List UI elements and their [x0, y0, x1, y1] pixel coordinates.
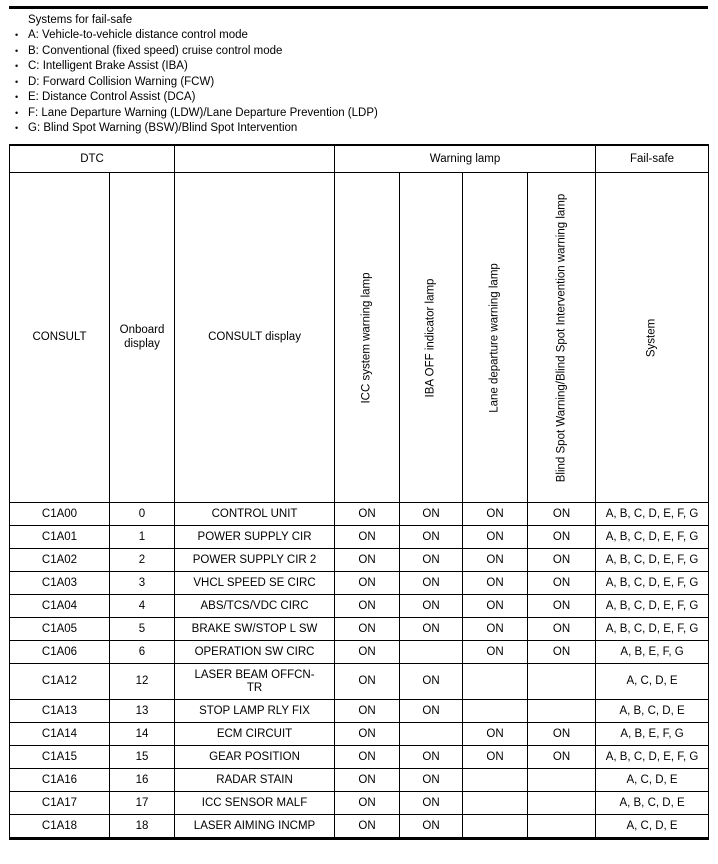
cell-display [175, 815, 335, 839]
cell-consult: C1A03 [10, 572, 110, 595]
cell-onboard: 12 [110, 664, 175, 700]
cell-icc: ON [335, 664, 400, 700]
cell-icc: ON [335, 595, 400, 618]
cell-display-line1: ECM CIRCUIT [216, 727, 293, 740]
cell-display [175, 595, 335, 618]
cell-lane: ON [463, 746, 528, 769]
column-header-system-label: System [645, 318, 658, 357]
table-row [10, 549, 709, 572]
bullet-icon: • [15, 61, 19, 71]
cell-bsw [528, 792, 596, 815]
list-item [0, 90, 718, 106]
table-column-header-row [10, 173, 709, 503]
cell-onboard: 14 [110, 723, 175, 746]
cell-lane: ON [463, 723, 528, 746]
column-header-onboard-display [110, 173, 175, 503]
cell-display-line1: VHCL SPEED SE CIRC [193, 576, 316, 589]
cell-bsw: ON [528, 746, 596, 769]
cell-display-line1: LASER BEAM OFFCN- [194, 668, 315, 681]
table-row [10, 700, 709, 723]
intro-title: Systems for fail-safe [28, 14, 133, 26]
cell-icc: ON [335, 815, 400, 839]
cell-system: A, C, D, E [596, 769, 709, 792]
cell-onboard: 17 [110, 792, 175, 815]
cell-display [175, 526, 335, 549]
vertical-label-box [335, 175, 399, 501]
cell-display [175, 664, 335, 700]
column-header-bsw-lamp-label: Blind Spot Warning/Blind Spot Intervention warning lamp [555, 193, 568, 482]
cell-system: A, B, E, F, G [596, 641, 709, 664]
dtc-fail-safe-table [9, 144, 709, 840]
cell-system: A, C, D, E [596, 664, 709, 700]
vertical-label-box [528, 175, 595, 501]
bullet-icon: • [15, 45, 19, 56]
cell-iba: ON [400, 526, 463, 549]
cell-icc: ON [335, 549, 400, 572]
cell-iba: ON [400, 618, 463, 641]
cell-system: A, B, C, D, E, F, G [596, 526, 709, 549]
cell-display [175, 618, 335, 641]
cell-icc: ON [335, 503, 400, 526]
cell-iba: ON [400, 572, 463, 595]
cell-system: A, C, D, E [596, 815, 709, 839]
cell-lane: ON [463, 572, 528, 595]
cell-iba: ON [400, 746, 463, 769]
cell-display-line1: ICC SENSOR MALF [201, 796, 308, 809]
cell-lane: ON [463, 549, 528, 572]
cell-lane [463, 769, 528, 792]
bullet-icon: • [15, 30, 19, 40]
column-header-lane-lamp [463, 173, 528, 503]
cell-onboard: 18 [110, 815, 175, 839]
cell-onboard: 0 [110, 503, 175, 526]
cell-display [175, 503, 335, 526]
table-row [10, 641, 709, 664]
cell-iba [400, 641, 463, 664]
column-header-onboard-line2: display [124, 337, 160, 350]
cell-lane: ON [463, 618, 528, 641]
cell-iba: ON [400, 595, 463, 618]
system-legend-list [0, 28, 718, 137]
cell-display-line1: ABS/TCS/VDC CIRC [200, 599, 309, 612]
table-group-header-row [10, 145, 709, 173]
cell-display-line1: GEAR POSITION [209, 750, 300, 763]
cell-display [175, 723, 335, 746]
cell-iba [400, 723, 463, 746]
cell-bsw: ON [528, 503, 596, 526]
cell-system: A, B, C, D, E [596, 700, 709, 723]
cell-iba: ON [400, 664, 463, 700]
cell-display-line1: CONTROL UNIT [211, 507, 298, 520]
column-header-consult-label: CONSULT [32, 330, 87, 343]
cell-onboard: 15 [110, 746, 175, 769]
cell-iba: ON [400, 769, 463, 792]
column-header-icc-lamp-label: ICC system warning lamp [360, 271, 373, 404]
cell-display-line1: RADAR STAIN [216, 773, 293, 786]
cell-system: A, B, C, D, E, F, G [596, 572, 709, 595]
cell-lane [463, 700, 528, 723]
table-row [10, 723, 709, 746]
cell-lane: ON [463, 595, 528, 618]
cell-lane: ON [463, 503, 528, 526]
cell-consult: C1A17 [10, 792, 110, 815]
cell-display [175, 549, 335, 572]
list-item [0, 28, 718, 44]
intro-block [0, 13, 718, 137]
cell-icc: ON [335, 700, 400, 723]
cell-system: A, B, C, D, E, F, G [596, 549, 709, 572]
column-header-bsw-lamp [528, 173, 596, 503]
cell-bsw [528, 769, 596, 792]
cell-display [175, 641, 335, 664]
table-row [10, 572, 709, 595]
cell-iba: ON [400, 700, 463, 723]
cell-onboard: 6 [110, 641, 175, 664]
vertical-label-box [463, 175, 527, 501]
cell-display-line1: BRAKE SW/STOP L SW [191, 622, 318, 635]
cell-onboard: 1 [110, 526, 175, 549]
cell-bsw: ON [528, 595, 596, 618]
column-header-system [596, 173, 709, 503]
bullet-icon: • [15, 76, 19, 87]
list-item [0, 121, 718, 137]
top-rule [9, 6, 708, 9]
cell-bsw: ON [528, 641, 596, 664]
cell-consult: C1A06 [10, 641, 110, 664]
cell-consult: C1A16 [10, 769, 110, 792]
cell-system: A, B, C, D, E, F, G [596, 746, 709, 769]
cell-system: A, B, C, D, E [596, 792, 709, 815]
cell-consult: C1A01 [10, 526, 110, 549]
cell-bsw: ON [528, 526, 596, 549]
cell-bsw: ON [528, 618, 596, 641]
cell-consult: C1A02 [10, 549, 110, 572]
cell-onboard: 16 [110, 769, 175, 792]
cell-icc: ON [335, 746, 400, 769]
table-row [10, 792, 709, 815]
cell-icc: ON [335, 618, 400, 641]
table-row [10, 526, 709, 549]
cell-lane [463, 792, 528, 815]
cell-system: A, B, E, F, G [596, 723, 709, 746]
cell-onboard: 5 [110, 618, 175, 641]
group-header-warning-lamp: Warning lamp [335, 145, 596, 173]
cell-onboard: 4 [110, 595, 175, 618]
cell-iba: ON [400, 549, 463, 572]
cell-system: A, B, C, D, E, F, G [596, 618, 709, 641]
column-header-onboard-line1: Onboard [119, 324, 165, 336]
cell-display [175, 700, 335, 723]
cell-lane [463, 815, 528, 839]
cell-icc: ON [335, 641, 400, 664]
cell-display [175, 746, 335, 769]
cell-lane [463, 664, 528, 700]
cell-display [175, 792, 335, 815]
list-item-label: B: Conventional (fixed speed) cruise control mode [28, 44, 283, 57]
cell-icc: ON [335, 769, 400, 792]
cell-bsw [528, 700, 596, 723]
cell-bsw: ON [528, 572, 596, 595]
cell-display-line1: OPERATION SW CIRC [194, 645, 315, 658]
table-row [10, 746, 709, 769]
list-item [0, 44, 718, 60]
list-item-label: A: Vehicle-to-vehicle distance control mode [28, 29, 248, 41]
cell-consult: C1A18 [10, 815, 110, 839]
cell-iba: ON [400, 815, 463, 839]
column-header-icc-lamp [335, 173, 400, 503]
cell-onboard: 13 [110, 700, 175, 723]
list-item [0, 59, 718, 75]
cell-consult: C1A12 [10, 664, 110, 700]
cell-display-line1: POWER SUPPLY CIR [197, 530, 312, 543]
cell-bsw: ON [528, 549, 596, 572]
cell-consult: C1A15 [10, 746, 110, 769]
cell-display [175, 572, 335, 595]
cell-consult: C1A05 [10, 618, 110, 641]
cell-icc: ON [335, 526, 400, 549]
vertical-label-box [596, 175, 708, 501]
cell-bsw: ON [528, 723, 596, 746]
table-row [10, 664, 709, 700]
cell-onboard: 3 [110, 572, 175, 595]
cell-icc: ON [335, 792, 400, 815]
cell-display-line1: LASER AIMING INCMP [193, 819, 316, 832]
table-row [10, 503, 709, 526]
cell-display-line1: POWER SUPPLY CIR 2 [192, 553, 317, 566]
list-item-label: E: Distance Control Assist (DCA) [28, 91, 196, 103]
cell-consult: C1A00 [10, 503, 110, 526]
cell-consult: C1A04 [10, 595, 110, 618]
cell-bsw [528, 815, 596, 839]
table-row [10, 595, 709, 618]
dtc-table-wrapper [9, 144, 708, 840]
cell-display-line2: TR [246, 681, 263, 694]
cell-onboard: 2 [110, 549, 175, 572]
bullet-icon: • [15, 92, 19, 102]
cell-system: A, B, C, D, E, F, G [596, 595, 709, 618]
cell-lane: ON [463, 641, 528, 664]
cell-icc: ON [335, 723, 400, 746]
bullet-icon: • [15, 107, 19, 118]
group-header-blank [175, 145, 335, 173]
cell-consult: C1A13 [10, 700, 110, 723]
list-item [0, 75, 718, 91]
cell-lane: ON [463, 526, 528, 549]
list-item-label: F: Lane Departure Warning (LDW)/Lane Departure Prevention (LDP) [28, 106, 378, 119]
column-header-consult-display [175, 173, 335, 503]
list-item-label: G: Blind Spot Warning (BSW)/Blind Spot Intervention [28, 122, 298, 134]
vertical-label-box [400, 175, 462, 501]
cell-bsw [528, 664, 596, 700]
table-row [10, 769, 709, 792]
cell-display [175, 769, 335, 792]
column-header-consult [10, 173, 110, 503]
list-item [0, 106, 718, 122]
cell-iba: ON [400, 503, 463, 526]
cell-consult: C1A14 [10, 723, 110, 746]
group-header-fail-safe: Fail-safe [596, 145, 709, 173]
column-header-iba-lamp [400, 173, 463, 503]
column-header-iba-lamp-label: IBA OFF indicator lamp [424, 278, 437, 397]
column-header-consult-display-label: CONSULT display [208, 330, 301, 343]
cell-display-line1: STOP LAMP RLY FIX [199, 704, 310, 717]
column-header-lane-lamp-label: Lane departure warning lamp [488, 262, 501, 413]
list-item-label: D: Forward Collision Warning (FCW) [28, 75, 215, 88]
bullet-icon: • [15, 123, 19, 133]
table-row [10, 815, 709, 839]
cell-iba: ON [400, 792, 463, 815]
list-item-label: C: Intelligent Brake Assist (IBA) [28, 60, 188, 72]
group-header-dtc: DTC [10, 145, 175, 173]
table-row [10, 618, 709, 641]
cell-system: A, B, C, D, E, F, G [596, 503, 709, 526]
cell-icc: ON [335, 572, 400, 595]
